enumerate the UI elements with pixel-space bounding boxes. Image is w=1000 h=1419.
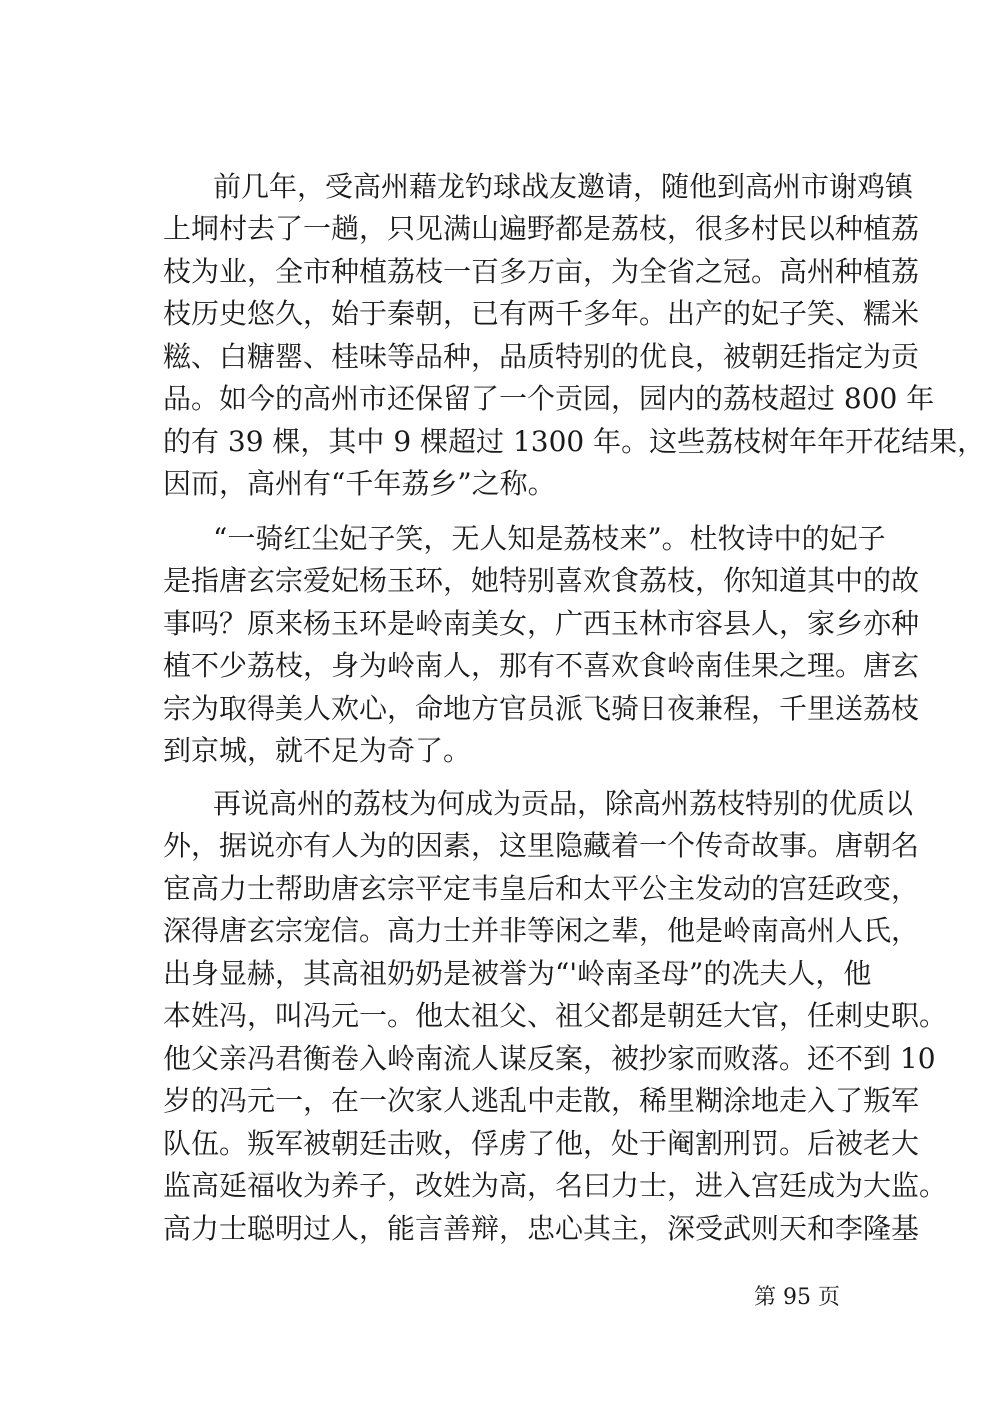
text-line-1: 前几年，受高州藉龙钓球战友邀请，随他到高州市谢鸡镇 (213, 170, 914, 203)
text-line-13: 宗为取得美人欢心，命地方官员派飞骑日夜兼程，千里送荔枝 (163, 692, 920, 725)
page-number: 第 95 页 (754, 1285, 840, 1310)
text-line-7: 的有 39 棵，其中 9 棵超过 1300 年。这些荔枝树年年开花结果， (163, 425, 986, 458)
text-line-15: 再说高州的荔枝为何成为贡品，除高州荔枝特别的优质以 (213, 787, 914, 820)
text-line-10: 是指唐玄宗爱妃杨玉环，她特别喜欢食荔枝，你知道其中的故 (163, 564, 920, 597)
text-line-21: 他父亲冯君衡卷入岭南流人谋反案，被抄家而败落。还不到 10 (163, 1042, 936, 1075)
text-line-5: 糍、白糖罂、桂味等品种，品质特别的优良，被朝廷指定为贡 (163, 340, 920, 373)
text-line-23: 队伍。叛军被朝廷击败，俘虏了他，处于阉割刑罚。后被老大 (163, 1127, 920, 1160)
text-line-18: 深得唐玄宗宠信。高力士并非等闲之辈，他是岭南高州人氏， (163, 914, 920, 947)
text-line-3: 枝为业，全市种植荔枝一百多万亩，为全省之冠。高州种植荔 (163, 255, 920, 288)
text-line-2: 上垌村去了一趟，只见满山遍野都是荔枝，很多村民以种植荔 (163, 212, 920, 245)
text-line-12: 植不少荔枝，身为岭南人，那有不喜欢食岭南佳果之理。唐玄 (163, 649, 920, 682)
text-line-6: 品。如今的高州市还保留了一个贡园，园内的荔枝超过 800 年 (163, 382, 935, 415)
text-line-24: 监高延福收为养子，改姓为高，名曰力士，进入宫廷成为大监。 (163, 1169, 948, 1202)
text-line-14: 到京城，就不足为奇了。 (163, 734, 472, 767)
text-line-25: 高力士聪明过人，能言善辩，忠心其主，深受武则天和李隆基 (163, 1212, 920, 1245)
text-line-4: 枝历史悠久，始于秦朝，已有两千多年。出产的妃子笑、糯米 (163, 297, 920, 330)
text-line-20: 本姓冯，叫冯元一。他太祖父、祖父都是朝廷大官，任刺史职。 (163, 999, 948, 1032)
text-line-19: 出身显赫，其高祖奶奶是被誉为“'岭南圣母”的冼夫人，他 (163, 957, 872, 990)
text-line-11: 事吗？原来杨玉环是岭南美女，广西玉林市容县人，家乡亦种 (163, 607, 920, 640)
text-line-22: 岁的冯元一，在一次家人逃乱中走散，稀里糊涂地走入了叛军 (163, 1084, 920, 1117)
text-line-17: 宦高力士帮助唐玄宗平定韦皇后和太平公主发动的宫廷政变， (163, 872, 920, 905)
text-line-8: 因而，高州有“千年荔乡”之称。 (163, 467, 556, 500)
text-line-16: 外，据说亦有人为的因素，这里隐藏着一个传奇故事。唐朝名 (163, 829, 920, 862)
text-line-9: “一骑红尘妃子笑，无人知是荔枝来”。杜牧诗中的妃子 (213, 522, 886, 555)
